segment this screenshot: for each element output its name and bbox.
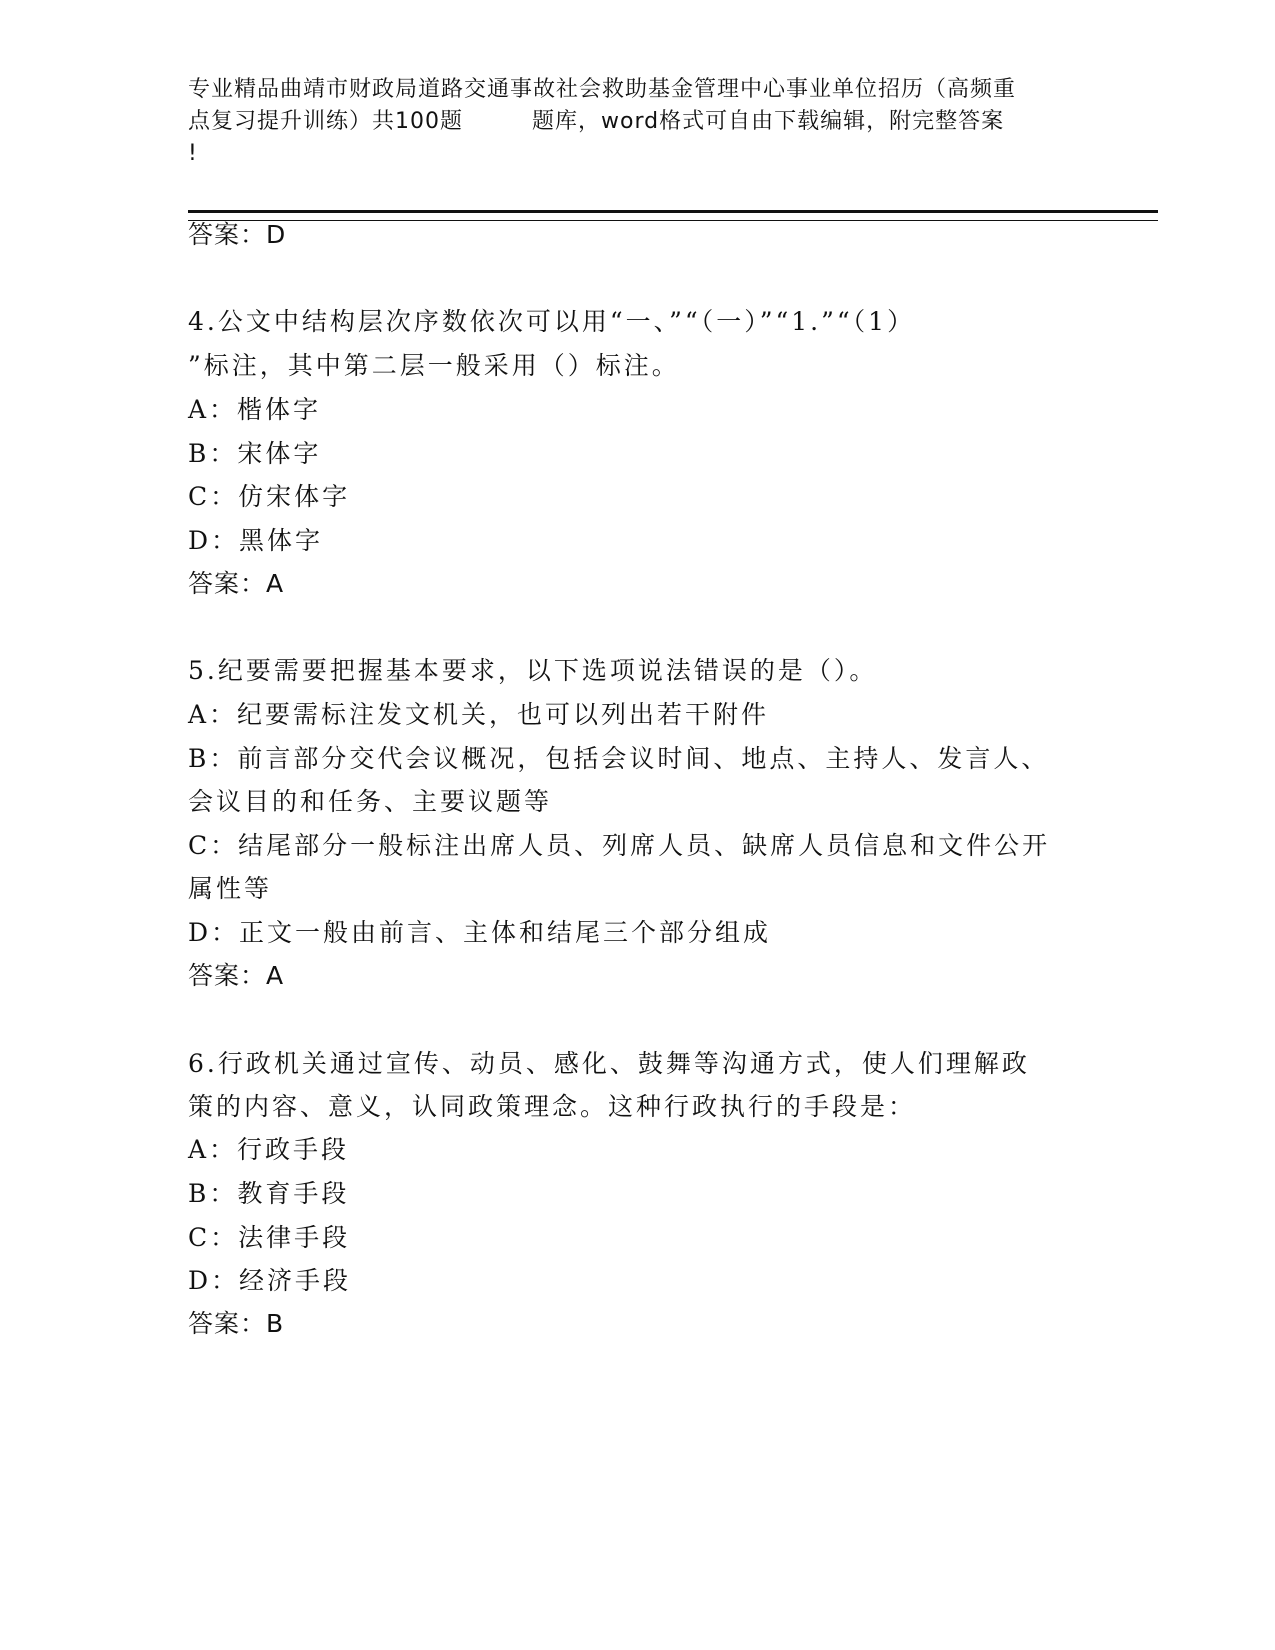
q4-stem-line-2: ”标注，其中第二层一般采用（）标注。 (188, 351, 680, 380)
q6-option-d: D：经济手段 (188, 1266, 352, 1295)
q5-option-b-line-1: B：前言部分交代会议概况，包括会议时间、地点、主持人、发言人、 (188, 744, 1050, 773)
q6-stem-line-1: 6.行政机关通过宣传、动员、感化、鼓舞等沟通方式，使人们理解政 (188, 1049, 1030, 1078)
q5-option-d: D：正文一般由前言、主体和结尾三个部分组成 (188, 918, 772, 947)
header-line-2: 点复习提升训练）共100题 题库，word格式可自由下载编辑，附完整答案 (188, 109, 1005, 134)
q5-stem: 5.纪要需要把握基本要求，以下选项说法错误的是（）。 (188, 656, 878, 685)
q4-option-c: C：仿宋体字 (188, 482, 351, 511)
document-header (188, 74, 1088, 170)
q5-option-a: A：纪要需标注发文机关，也可以列出若干附件 (188, 700, 770, 729)
q5-answer: 答案：A (188, 961, 285, 990)
q3-answer: 答案：D (188, 220, 287, 249)
q6-option-b: B：教育手段 (188, 1179, 350, 1208)
q4-option-a: A：楷体字 (188, 395, 322, 424)
header-line-3: ! (188, 141, 198, 166)
q4-option-d: D：黑体字 (188, 526, 324, 555)
q6-option-c: C：法律手段 (188, 1223, 351, 1252)
q5-option-b-line-2: 会议目的和任务、主要议题等 (188, 787, 553, 816)
q5-option-c-line-2: 属性等 (188, 874, 273, 903)
q5-option-c-line-1: C：结尾部分一般标注出席人员、列席人员、缺席人员信息和文件公开 (188, 831, 1051, 860)
q6-stem-line-2: 策的内容、意义，认同政策理念。这种行政执行的手段是： (188, 1092, 917, 1121)
q6-option-a: A：行政手段 (188, 1135, 350, 1164)
header-line-1: 专业精品曲靖市财政局道路交通事故社会救助基金管理中心事业单位招历（高频重 (188, 77, 1017, 102)
q4-stem-line-1: 4.公文中结构层次序数依次可以用“一、”“（一）”“1.”“（1） (188, 307, 916, 336)
q6-answer: 答案：B (188, 1309, 285, 1338)
q4-answer: 答案：A (188, 569, 285, 598)
q4-option-b: B：宋体字 (188, 439, 322, 468)
header-divider (188, 210, 1158, 221)
